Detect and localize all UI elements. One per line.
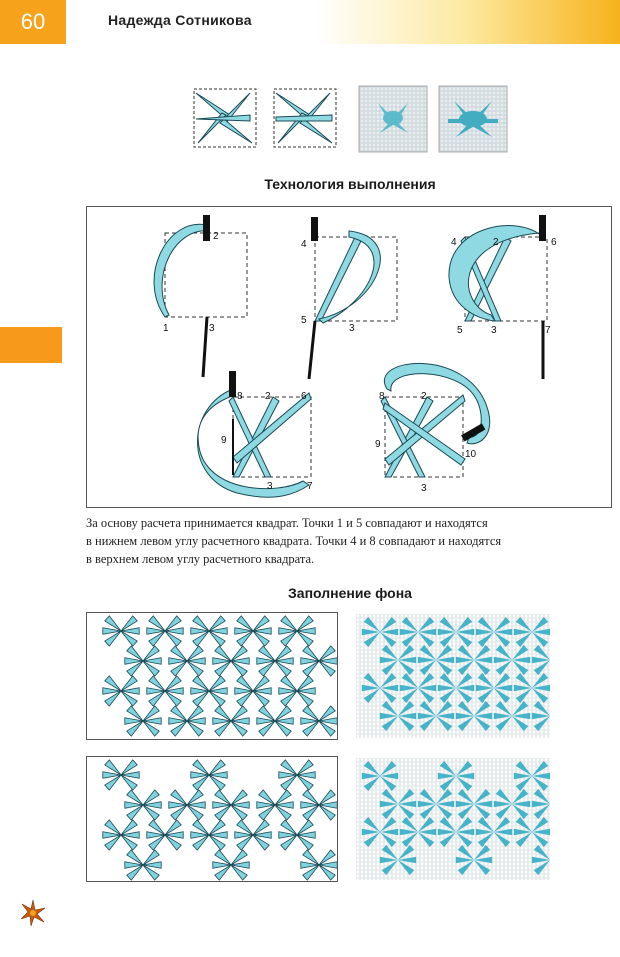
section-title-background: Заполнение фона <box>288 585 412 601</box>
pattern1-stitch <box>235 616 271 646</box>
photo2-stitch <box>380 845 416 875</box>
pattern2-stitch <box>279 760 315 790</box>
pattern2-stitch <box>213 790 249 820</box>
decorative-star-icon <box>18 898 48 928</box>
photo2-stitch <box>400 817 436 847</box>
stitch-diagram-thumb-2 <box>270 85 342 153</box>
step1-label-2: 2 <box>213 231 219 242</box>
page-number: 60 <box>20 9 46 34</box>
pattern2-stitch <box>279 820 315 850</box>
pattern2-stitch <box>169 790 205 820</box>
photo1-stitch <box>532 701 550 731</box>
pattern2-stitch <box>235 820 271 850</box>
page-header <box>0 0 620 44</box>
step2-label-4: 4 <box>301 239 307 250</box>
pattern1-stitch <box>103 676 139 706</box>
caption-line-1: За основу расчета принимается квадрат. Точки 1 и 5 совпадают и находятся <box>86 516 488 530</box>
photo1-stitch <box>400 617 436 647</box>
photo2-stitch <box>456 845 492 875</box>
pattern1-stitch <box>147 616 183 646</box>
step2-label-5: 5 <box>301 315 307 326</box>
pattern2-stitch <box>103 760 139 790</box>
photo1-stitch <box>476 617 512 647</box>
caption-text <box>86 514 616 568</box>
background-pattern-photo-1 <box>356 614 550 738</box>
pattern1-stitch <box>301 646 337 676</box>
pattern2-stitch <box>125 790 161 820</box>
photo2-stitch <box>532 845 550 875</box>
caption-line-2: в нижнем левом углу расчетного квадрата. Точки 4 и 8 совпадают и находятся <box>86 534 502 548</box>
pattern2-stitch <box>257 790 293 820</box>
page-number-box <box>0 0 66 44</box>
pattern1-stitch <box>191 616 227 646</box>
step3-label-6: 6 <box>551 237 557 248</box>
photo1-stitch <box>476 673 512 703</box>
photo2-stitch <box>532 789 550 819</box>
photo1-stitch <box>456 701 492 731</box>
pattern1-stitch <box>125 646 161 676</box>
step4-label-2: 2 <box>265 391 271 402</box>
section-title-technique: Технология выполнения <box>264 176 436 192</box>
pattern1-stitch <box>169 646 205 676</box>
pattern2-stitch <box>191 760 227 790</box>
pattern2-stitch <box>213 850 249 880</box>
photo1-stitch <box>456 645 492 675</box>
step5-label-2: 2 <box>421 391 427 402</box>
step4-label-6: 6 <box>301 391 307 402</box>
pattern1-stitch <box>103 616 139 646</box>
pattern1-stitch <box>169 706 205 736</box>
photo1-stitch <box>380 645 416 675</box>
pattern1-stitch <box>125 706 161 736</box>
photo1-stitch <box>380 701 416 731</box>
pattern1-stitch <box>279 676 315 706</box>
background-pattern-diagram-2 <box>86 756 338 882</box>
side-tab-marker <box>0 327 62 363</box>
step2-label-3: 3 <box>349 323 355 334</box>
stitch-photo-thumb-2 <box>438 85 508 153</box>
background-pattern-photo-2 <box>356 758 550 880</box>
photo1-stitch <box>532 645 550 675</box>
step5-label-8: 8 <box>379 391 385 402</box>
step5-label-3: 3 <box>421 483 427 494</box>
step3-label-2: 2 <box>493 237 499 248</box>
step4-label-9: 9 <box>221 435 227 446</box>
author-name: Надежда Сотникова <box>108 12 252 28</box>
stitch-diagram-thumb-1 <box>190 85 262 153</box>
step5-label-10: 10 <box>465 449 477 460</box>
step4-label-3: 3 <box>267 481 273 492</box>
step4-label-8: 8 <box>237 391 243 402</box>
step3-label-7: 7 <box>545 325 551 336</box>
pattern1-stitch <box>257 646 293 676</box>
background-photo-svg-2 <box>356 758 550 880</box>
step1-thread <box>154 224 209 317</box>
background-pattern-diagram-1 <box>86 612 338 740</box>
technique-steps-diagram <box>87 207 611 507</box>
photo2-stitch <box>380 789 416 819</box>
photo2-stitch <box>476 817 512 847</box>
pattern1-stitch <box>213 646 249 676</box>
background-pattern-svg-2 <box>87 757 337 881</box>
pattern1-stitch <box>213 706 249 736</box>
pattern2-stitch <box>147 820 183 850</box>
pattern2-stitch <box>125 850 161 880</box>
step1-label-1: 1 <box>163 323 169 334</box>
pattern2-stitch <box>301 850 337 880</box>
pattern1-stitch <box>279 616 315 646</box>
step3-label-3: 3 <box>491 325 497 336</box>
pattern1-stitch <box>257 706 293 736</box>
background-pattern-svg-1 <box>87 613 337 739</box>
stitch-photo-thumb-1 <box>358 85 428 153</box>
pattern2-stitch <box>191 820 227 850</box>
caption-line-3: в верхнем левом углу расчетного квадрата. <box>86 552 315 566</box>
pattern1-stitch <box>191 676 227 706</box>
pattern1-stitch <box>235 676 271 706</box>
pattern2-stitch <box>103 820 139 850</box>
step5-label-9: 9 <box>375 439 381 450</box>
technique-steps-panel <box>86 206 612 508</box>
photo2-stitch <box>456 789 492 819</box>
background-photo-svg-1 <box>356 614 550 738</box>
pattern2-stitch <box>301 790 337 820</box>
pattern1-stitch <box>301 706 337 736</box>
step3-label-5: 5 <box>457 325 463 336</box>
photo1-stitch <box>400 673 436 703</box>
step1-label-3: 3 <box>209 323 215 334</box>
step4-label-7: 7 <box>307 481 313 492</box>
step3-label-4: 4 <box>451 237 457 248</box>
pattern1-stitch <box>147 676 183 706</box>
